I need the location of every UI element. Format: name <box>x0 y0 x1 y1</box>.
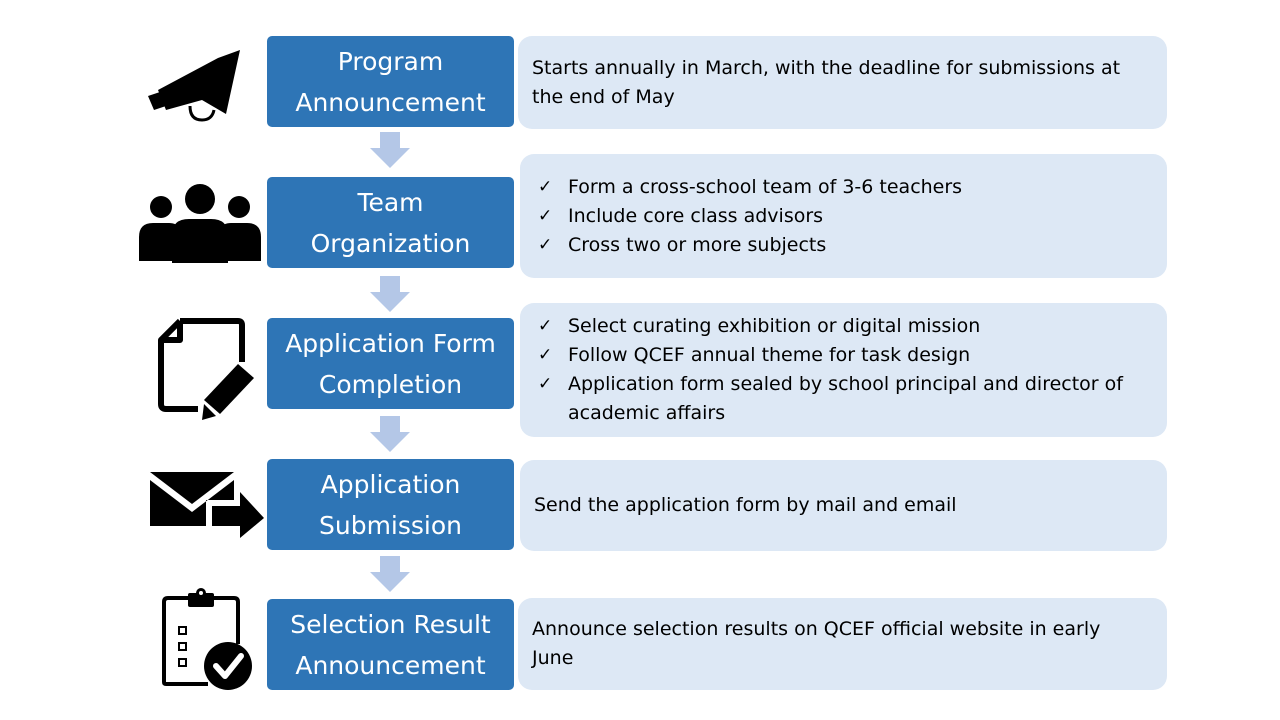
stage-title-line: Application Form <box>285 328 496 358</box>
checklist-item <box>538 341 1151 370</box>
detail-application-submission <box>520 460 1167 551</box>
detail-application-form-completion <box>520 303 1167 437</box>
stage-title-line: Submission <box>318 510 463 540</box>
stage-selection-result-announcement <box>267 599 514 690</box>
stage-title-line: Selection Result <box>290 609 491 639</box>
clipboard-check-icon <box>160 588 254 692</box>
down-arrow-3 <box>370 416 410 452</box>
checklist-item-label: Follow QCEF annual theme for task design <box>568 344 971 366</box>
checklist-item <box>538 173 1151 202</box>
stage-team-organization <box>267 177 514 268</box>
detail-selection-result-announcement <box>518 598 1167 690</box>
team-icon <box>139 183 261 263</box>
stage-title-line: Application <box>320 469 461 499</box>
detail-program-announcement <box>518 36 1167 129</box>
mail-send-icon <box>150 472 266 540</box>
checklist-item <box>538 231 1151 260</box>
down-arrow-4 <box>370 556 410 592</box>
down-arrow-2 <box>370 276 410 312</box>
checklist-item-label: Application form sealed by school principal and director of academic affairs <box>568 373 1123 424</box>
check-icon: ✓ <box>538 374 553 394</box>
checklist-item-label: Form a cross-school team of 3-6 teachers <box>568 175 963 198</box>
checklist-item <box>538 312 1151 341</box>
down-arrow-1 <box>370 132 410 168</box>
detail-team-organization <box>520 154 1167 278</box>
document-edit-icon <box>158 318 258 422</box>
detail-text-line: June <box>532 647 574 669</box>
detail-text-line: Announce selection results on QCEF official website in early <box>532 618 1101 640</box>
checklist-item <box>538 370 1151 428</box>
stage-application-submission <box>267 459 514 550</box>
stage-program-announcement <box>267 36 514 127</box>
stage-application-form-completion <box>267 318 514 409</box>
checklist-item-label: Cross two or more subjects <box>568 233 827 256</box>
check-icon: ✓ <box>538 234 553 255</box>
check-icon: ✓ <box>538 345 553 365</box>
detail-text-line: Starts annually in March, with the deadline for submissions at <box>532 56 1121 79</box>
stage-title-line: Program <box>337 46 444 76</box>
stage-title-line: Announcement <box>295 87 486 117</box>
stage-title-line: Organization <box>310 228 471 258</box>
checklist-item-label: Select curating exhibition or digital mission <box>568 315 981 337</box>
detail-text-line: the end of May <box>532 85 675 108</box>
stage-title-line: Completion <box>318 369 463 399</box>
checklist-item <box>538 202 1151 231</box>
stage-title-line: Announcement <box>295 650 486 680</box>
check-icon: ✓ <box>538 205 553 226</box>
stage-title-line: Team <box>357 187 424 217</box>
check-icon: ✓ <box>538 316 553 336</box>
megaphone-icon <box>140 44 255 124</box>
checklist-item-label: Include core class advisors <box>568 204 824 227</box>
detail-text-line: Send the application form by mail and email <box>534 494 957 516</box>
check-icon: ✓ <box>538 176 553 197</box>
